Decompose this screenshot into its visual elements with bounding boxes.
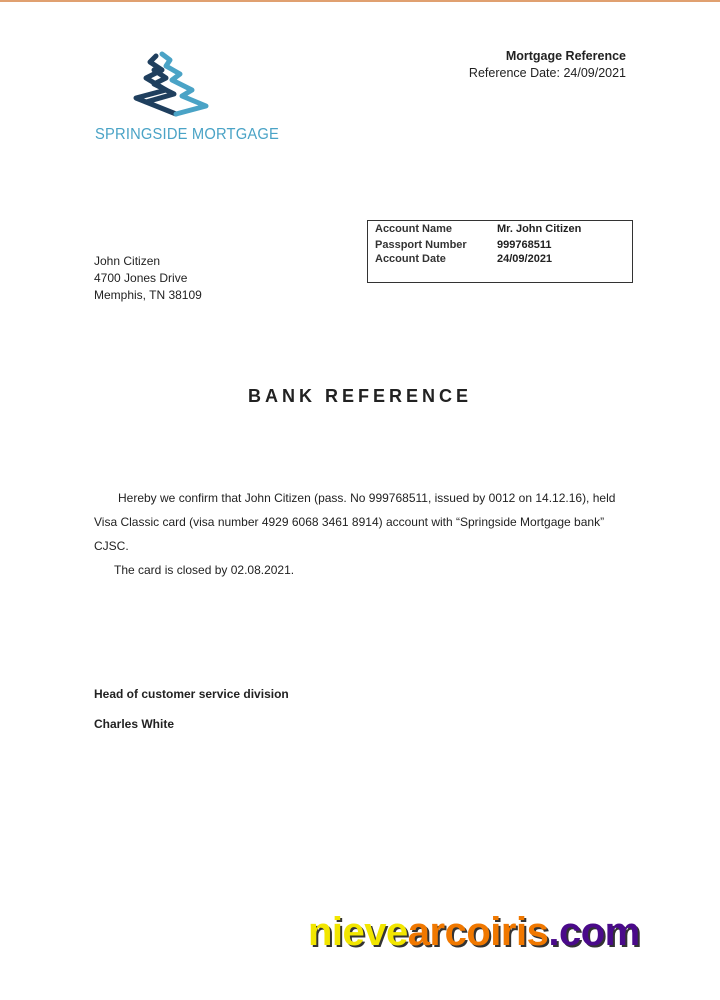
signatory-position: Head of customer service division xyxy=(94,687,289,701)
account-label: Passport Number xyxy=(375,239,467,251)
account-value: 999768511 xyxy=(497,239,552,251)
document-title: BANK REFERENCE xyxy=(247,386,472,406)
body-paragraph: The card is closed by 02.08.2021. xyxy=(114,563,295,577)
account-value: 24/09/2021 xyxy=(497,253,553,265)
account-label: Account Date xyxy=(375,253,446,265)
recipient-address xyxy=(94,253,202,304)
account-info-box xyxy=(367,220,633,283)
logo-text: SPRINGSIDE MORTGAGE xyxy=(95,126,279,143)
account-row xyxy=(375,253,552,265)
body-paragraph: Hereby we confirm that John Citizen (pass. No 999768511, issued by 0012 on 14.12.16), held Visa Classic card (visa number 4929 6068 3461 8914) account with “Springside Mortgage bank” CJSC. xyxy=(94,491,616,553)
letter-body xyxy=(94,486,634,582)
reference-date-value: 24/09/2021 xyxy=(563,66,626,80)
header-title: Mortgage Reference xyxy=(505,49,626,63)
page-top-border xyxy=(0,0,720,2)
account-row xyxy=(375,239,551,251)
recipient-street: 4700 Jones Drive xyxy=(94,271,188,285)
account-label: Account Name xyxy=(375,223,453,235)
reference-date xyxy=(469,65,626,82)
watermark-part: .com xyxy=(548,910,640,954)
document-header xyxy=(469,48,626,82)
account-row xyxy=(375,223,581,235)
company-logo xyxy=(90,48,279,148)
recipient-name: John Citizen xyxy=(94,254,161,268)
watermark xyxy=(308,910,640,955)
pyramid-logo-icon xyxy=(126,48,226,120)
watermark-part: nieve xyxy=(308,910,408,954)
recipient-city: Memphis, TN 38109 xyxy=(94,288,202,302)
signatory-name: Charles White xyxy=(94,717,175,731)
account-value: Mr. John Citizen xyxy=(497,223,582,235)
reference-date-label: Reference Date: xyxy=(468,66,560,80)
watermark-part: arcoiris xyxy=(407,910,549,954)
